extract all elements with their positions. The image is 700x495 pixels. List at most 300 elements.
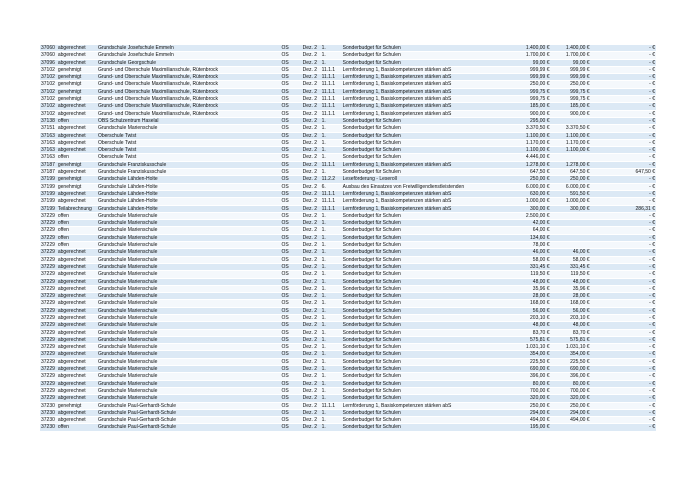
cell-type: OS: [280, 190, 301, 197]
cell-amount-remaining: - €: [591, 161, 656, 168]
table-row: [40, 59, 656, 66]
cell-status: abgerechnet: [57, 271, 97, 278]
cell-type: OS: [280, 81, 301, 88]
cell-school: Grundschule Paul-Gerhardt-Schule: [97, 402, 281, 409]
cell-amount-settled: 99,00 €: [550, 59, 590, 66]
cell-school: Grundschule Marienschule: [97, 278, 281, 285]
table-row: [40, 74, 656, 81]
table-row: [40, 263, 656, 270]
cell-amount-remaining: 286,31 €: [591, 205, 656, 212]
cell-school: Grundschule Lähden-Holte: [97, 183, 281, 190]
table-row: [40, 183, 656, 190]
cell-amount-requested: 28,00 €: [470, 293, 550, 300]
table-row: [40, 256, 656, 263]
cell-type: OS: [280, 169, 301, 176]
cell-amount-requested: 354,00 €: [470, 351, 550, 358]
cell-amount-remaining: - €: [591, 300, 656, 307]
cell-amount-remaining: - €: [591, 278, 656, 285]
cell-department: Dez. 2: [302, 409, 321, 416]
cell-id: 37229: [41, 227, 55, 234]
cell-measure-number: 6.: [321, 183, 342, 190]
cell-status: abgerechnet: [57, 380, 97, 387]
cell-status: abgerechnet: [57, 147, 97, 154]
cell-school: Grundschule Marienschule: [97, 351, 281, 358]
cell-measure: Lernförderung 1, Basiskompetenzen stärken abS: [342, 74, 471, 81]
cell-measure: Sonderbudget für Schulen: [342, 249, 471, 256]
cell-school: Grundschule Marienschule: [97, 373, 281, 380]
cell-measure-number: 1.: [321, 139, 342, 146]
cell-department: Dez. 2: [302, 424, 321, 431]
cell-school: Grundschule Marienschule: [97, 234, 281, 241]
table-row: [40, 249, 656, 256]
cell-measure-number: 1.: [321, 424, 342, 431]
cell-id: 37199: [41, 176, 55, 183]
cell-amount-settled: 203,10 €: [550, 314, 590, 321]
cell-type: OS: [280, 74, 301, 81]
table-row: [40, 220, 656, 227]
cell-status: offen: [57, 234, 97, 241]
cell-amount-requested: 295,00 €: [470, 117, 550, 124]
cell-amount-remaining: - €: [591, 198, 656, 205]
cell-amount-remaining: - €: [591, 307, 656, 314]
cell-amount-requested: 46,00 €: [470, 249, 550, 256]
cell-school: Grundschule Marienschule: [97, 358, 281, 365]
cell-id: 37229: [41, 307, 55, 314]
cell-amount-requested: 134,60 €: [470, 234, 550, 241]
cell-school: Grundschule Marienschule: [97, 395, 281, 402]
cell-id: 37102: [41, 103, 55, 110]
cell-id: 37102: [41, 96, 55, 103]
table-row: [40, 227, 656, 234]
cell-measure-number: 1.: [321, 373, 342, 380]
cell-id: 37096: [41, 59, 55, 66]
cell-school: Oberschule Twist: [97, 147, 281, 154]
cell-measure-number: 1.: [321, 263, 342, 270]
cell-amount-requested: 225,50 €: [470, 358, 550, 365]
cell-amount-settled: 1.100,00 €: [550, 147, 590, 154]
cell-amount-remaining: - €: [591, 380, 656, 387]
cell-measure-number: 1.: [321, 307, 342, 314]
table-row: [40, 198, 656, 205]
table-row: [40, 307, 656, 314]
cell-id: 37102: [41, 81, 55, 88]
cell-measure: Sonderbudget für Schulen: [342, 351, 471, 358]
cell-amount-remaining: - €: [591, 132, 656, 139]
cell-type: OS: [280, 161, 301, 168]
cell-measure-number: 1.: [321, 147, 342, 154]
cell-id: 37229: [41, 387, 55, 394]
cell-measure: Sonderbudget für Schulen: [342, 366, 471, 373]
cell-type: OS: [280, 344, 301, 351]
cell-status: abgerechnet: [57, 285, 97, 292]
table-row: [40, 81, 656, 88]
cell-department: Dez. 2: [302, 81, 321, 88]
cell-amount-settled: 28,00 €: [550, 293, 590, 300]
cell-amount-settled: 35,96 €: [550, 285, 590, 292]
cell-amount-remaining: - €: [591, 402, 656, 409]
table-row: [40, 285, 656, 292]
cell-measure-number: 1.: [321, 132, 342, 139]
cell-measure: Sonderbudget für Schulen: [342, 373, 471, 380]
cell-type: OS: [280, 351, 301, 358]
cell-status: Teilabrechnung: [57, 205, 97, 212]
cell-school: Grundschule Marienschule: [97, 293, 281, 300]
cell-status: abgerechnet: [57, 293, 97, 300]
cell-id: 37102: [41, 74, 55, 81]
cell-status: offen: [57, 227, 97, 234]
cell-status: abgerechnet: [57, 190, 97, 197]
cell-measure-number: 1.: [321, 169, 342, 176]
cell-measure-number: 1.: [321, 293, 342, 300]
cell-measure: Sonderbudget für Schulen: [342, 395, 471, 402]
cell-department: Dez. 2: [302, 125, 321, 132]
cell-amount-settled: 320,00 €: [550, 395, 590, 402]
cell-amount-requested: 1.100,00 €: [470, 147, 550, 154]
cell-measure: Sonderbudget für Schulen: [342, 169, 471, 176]
cell-amount-settled: 700,00 €: [550, 387, 590, 394]
cell-measure-number: 1.: [321, 344, 342, 351]
cell-department: Dez. 2: [302, 314, 321, 321]
cell-amount-requested: 78,00 €: [470, 242, 550, 249]
cell-department: Dez. 2: [302, 329, 321, 336]
cell-measure-number: 1.: [321, 409, 342, 416]
cell-amount-settled: [550, 154, 590, 161]
cell-department: Dez. 2: [302, 59, 321, 66]
cell-amount-settled: [550, 220, 590, 227]
cell-school: Grundschule Marienschule: [97, 263, 281, 270]
cell-status: genehmigt: [57, 88, 97, 95]
cell-status: abgerechnet: [57, 417, 97, 424]
cell-amount-remaining: - €: [591, 88, 656, 95]
cell-type: OS: [280, 300, 301, 307]
cell-measure-number: 1.: [321, 300, 342, 307]
table-row: [40, 110, 656, 117]
cell-status: genehmigt: [57, 74, 97, 81]
cell-measure: Lernförderung 1, Basiskompetenzen stärken abS: [342, 81, 471, 88]
cell-amount-settled: 354,00 €: [550, 351, 590, 358]
cell-measure-number: 11.1.1: [321, 81, 342, 88]
cell-school: Grundschule Marienschule: [97, 285, 281, 292]
cell-amount-remaining: - €: [591, 45, 656, 52]
cell-amount-remaining: - €: [591, 212, 656, 219]
cell-type: OS: [280, 314, 301, 321]
table-row: [40, 66, 656, 73]
cell-amount-requested: 48,00 €: [470, 278, 550, 285]
cell-amount-remaining: - €: [591, 395, 656, 402]
cell-amount-requested: 1.000,00 €: [470, 198, 550, 205]
cell-measure-number: 1.: [321, 45, 342, 52]
cell-department: Dez. 2: [302, 285, 321, 292]
cell-status: genehmigt: [57, 161, 97, 168]
cell-amount-remaining: - €: [591, 322, 656, 329]
cell-status: abgerechnet: [57, 314, 97, 321]
table-row: [40, 103, 656, 110]
cell-type: OS: [280, 336, 301, 343]
cell-measure: Sonderbudget für Schulen: [342, 154, 471, 161]
cell-measure: Sonderbudget für Schulen: [342, 147, 471, 154]
cell-amount-settled: 185,00 €: [550, 103, 590, 110]
cell-amount-remaining: - €: [591, 59, 656, 66]
cell-school: Grundschule Lähden-Holte: [97, 198, 281, 205]
cell-amount-settled: 6.000,00 €: [550, 183, 590, 190]
cell-measure-number: 1.: [321, 358, 342, 365]
cell-id: 37229: [41, 344, 55, 351]
cell-measure-number: 1.: [321, 52, 342, 59]
cell-measure-number: 1.: [321, 329, 342, 336]
cell-type: OS: [280, 117, 301, 124]
cell-type: OS: [280, 417, 301, 424]
cell-measure-number: 1.: [321, 249, 342, 256]
cell-department: Dez. 2: [302, 88, 321, 95]
cell-department: Dez. 2: [302, 117, 321, 124]
cell-department: Dez. 2: [302, 256, 321, 263]
cell-amount-requested: 185,00 €: [470, 103, 550, 110]
cell-measure-number: 11.1.1: [321, 110, 342, 117]
cell-id: 37229: [41, 366, 55, 373]
cell-measure-number: 1.: [321, 380, 342, 387]
cell-amount-settled: 3.370,50 €: [550, 125, 590, 132]
cell-measure: Lernförderung 1, Basiskompetenzen stärken abS: [342, 103, 471, 110]
cell-id: 37229: [41, 220, 55, 227]
cell-id: 37229: [41, 314, 55, 321]
cell-measure: Sonderbudget für Schulen: [342, 52, 471, 59]
cell-measure-number: 1.: [321, 285, 342, 292]
cell-department: Dez. 2: [302, 45, 321, 52]
cell-amount-settled: 48,00 €: [550, 278, 590, 285]
cell-amount-remaining: - €: [591, 314, 656, 321]
cell-department: Dez. 2: [302, 147, 321, 154]
cell-amount-settled: 119,50 €: [550, 271, 590, 278]
cell-amount-remaining: - €: [591, 373, 656, 380]
cell-measure-number: 11.1.1: [321, 66, 342, 73]
cell-amount-settled: 494,00 €: [550, 417, 590, 424]
cell-measure-number: 1.: [321, 336, 342, 343]
cell-type: OS: [280, 380, 301, 387]
cell-id: 37229: [41, 242, 55, 249]
cell-school: Grundschule Georgschule: [97, 59, 281, 66]
table-row: [40, 169, 656, 176]
cell-amount-remaining: - €: [591, 66, 656, 73]
cell-measure: Sonderbudget für Schulen: [342, 387, 471, 394]
cell-status: offen: [57, 117, 97, 124]
cell-amount-requested: 1.400,00 €: [470, 45, 550, 52]
cell-department: Dez. 2: [302, 373, 321, 380]
table-row: [40, 402, 656, 409]
table-row: [40, 409, 656, 416]
cell-type: OS: [280, 366, 301, 373]
cell-status: abgerechnet: [57, 249, 97, 256]
cell-id: 37230: [41, 402, 55, 409]
cell-amount-requested: 3.370,50 €: [470, 125, 550, 132]
cell-id: 37229: [41, 380, 55, 387]
cell-amount-remaining: - €: [591, 256, 656, 263]
cell-amount-remaining: - €: [591, 234, 656, 241]
cell-status: abgerechnet: [57, 278, 97, 285]
cell-type: OS: [280, 110, 301, 117]
cell-amount-settled: 1.100,00 €: [550, 132, 590, 139]
cell-measure: Sonderbudget für Schulen: [342, 329, 471, 336]
cell-id: 37230: [41, 417, 55, 424]
cell-measure: Sonderbudget für Schulen: [342, 322, 471, 329]
cell-id: 37229: [41, 329, 55, 336]
cell-amount-settled: 1.278,00 €: [550, 161, 590, 168]
cell-id: 37229: [41, 336, 55, 343]
table-row: [40, 132, 656, 139]
cell-id: 37060: [41, 45, 55, 51]
cell-amount-settled: 1.031,10 €: [550, 344, 590, 351]
cell-amount-requested: 1.100,00 €: [470, 132, 550, 139]
table-row: [40, 234, 656, 241]
cell-school: Grundschule Marienschule: [97, 242, 281, 249]
cell-type: OS: [280, 234, 301, 241]
cell-amount-requested: 700,00 €: [470, 387, 550, 394]
cell-type: OS: [280, 205, 301, 212]
cell-department: Dez. 2: [302, 402, 321, 409]
cell-measure: Sonderbudget für Schulen: [342, 285, 471, 292]
cell-department: Dez. 2: [302, 293, 321, 300]
cell-type: OS: [280, 96, 301, 103]
cell-amount-remaining: - €: [591, 366, 656, 373]
cell-amount-settled: [550, 242, 590, 249]
cell-amount-remaining: - €: [591, 351, 656, 358]
cell-measure: Sonderbudget für Schulen: [342, 314, 471, 321]
cell-school: Grundschule Josefschule Emmeln: [97, 45, 281, 52]
cell-measure: Lernförderung 1, Basiskompetenzen stärken abS: [342, 66, 471, 73]
cell-amount-settled: 168,00 €: [550, 300, 590, 307]
cell-amount-requested: 396,00 €: [470, 373, 550, 380]
cell-amount-requested: 119,50 €: [470, 271, 550, 278]
cell-amount-remaining: - €: [591, 190, 656, 197]
cell-measure: Sonderbudget für Schulen: [342, 344, 471, 351]
cell-school: Grundschule Marienschule: [97, 344, 281, 351]
cell-amount-requested: 999,75 €: [470, 96, 550, 103]
cell-id: 37102: [41, 66, 55, 73]
cell-type: OS: [280, 176, 301, 183]
cell-school: Grundschule Paul-Gerhardt-Schule: [97, 424, 281, 431]
cell-id: 37230: [41, 409, 55, 416]
cell-measure-number: 1.: [321, 242, 342, 249]
cell-department: Dez. 2: [302, 74, 321, 81]
cell-measure: Sonderbudget für Schulen: [342, 45, 471, 52]
cell-status: abgerechnet: [57, 351, 97, 358]
table-row: [40, 293, 656, 300]
cell-id: 37163: [41, 154, 55, 161]
cell-school: Grund- und Oberschule Maximilianschule, Rütenbrock: [97, 81, 281, 88]
table-row: [40, 212, 656, 219]
cell-measure-number: 11.1.1: [321, 198, 342, 205]
cell-id: 37199: [41, 205, 55, 212]
table-row: [40, 373, 656, 380]
cell-type: OS: [280, 329, 301, 336]
cell-amount-remaining: - €: [591, 110, 656, 117]
cell-department: Dez. 2: [302, 132, 321, 139]
cell-school: Grundschule Franziskusschule: [97, 169, 281, 176]
cell-id: 37229: [41, 285, 55, 292]
cell-measure-number: 11.1.1: [321, 88, 342, 95]
cell-department: Dez. 2: [302, 190, 321, 197]
table-row: [40, 366, 656, 373]
cell-measure: Lernförderung 1, Basiskompetenzen stärken abS: [342, 402, 471, 409]
spreadsheet: [40, 45, 656, 432]
cell-amount-remaining: - €: [591, 96, 656, 103]
cell-type: OS: [280, 59, 301, 66]
cell-school: Grundschule Lähden-Holte: [97, 176, 281, 183]
cell-id: 37229: [41, 278, 55, 285]
cell-amount-remaining: - €: [591, 154, 656, 161]
cell-status: abgerechnet: [57, 387, 97, 394]
cell-amount-remaining: - €: [591, 74, 656, 81]
cell-school: Grundschule Franziskusschule: [97, 161, 281, 168]
cell-amount-settled: 999,75 €: [550, 96, 590, 103]
table-row: [40, 351, 656, 358]
cell-amount-settled: 83,70 €: [550, 329, 590, 336]
cell-school: Oberschule Twist: [97, 139, 281, 146]
cell-measure: Sonderbudget für Schulen: [342, 278, 471, 285]
cell-status: genehmigt: [57, 402, 97, 409]
cell-measure: Sonderbudget für Schulen: [342, 380, 471, 387]
table-row: [40, 190, 656, 197]
cell-amount-requested: 99,00 €: [470, 59, 550, 66]
cell-type: OS: [280, 395, 301, 402]
cell-department: Dez. 2: [302, 307, 321, 314]
cell-amount-remaining: - €: [591, 227, 656, 234]
cell-measure: Sonderbudget für Schulen: [342, 59, 471, 66]
cell-status: abgerechnet: [57, 256, 97, 263]
cell-amount-requested: 494,00 €: [470, 417, 550, 424]
cell-department: Dez. 2: [302, 249, 321, 256]
cell-measure: Lernförderung 1, Basiskompetenzen stärken abS: [342, 96, 471, 103]
cell-amount-settled: 250,00 €: [550, 402, 590, 409]
cell-amount-settled: [550, 117, 590, 124]
cell-amount-settled: 1.400,00 €: [550, 45, 590, 52]
table-row: [40, 387, 656, 394]
cell-amount-requested: 999,75 €: [470, 88, 550, 95]
cell-type: OS: [280, 402, 301, 409]
cell-id: 37187: [41, 169, 55, 176]
cell-amount-requested: 42,00 €: [470, 220, 550, 227]
cell-type: OS: [280, 52, 301, 59]
cell-amount-settled: 250,00 €: [550, 176, 590, 183]
cell-type: OS: [280, 88, 301, 95]
table-row: [40, 205, 656, 212]
cell-type: OS: [280, 409, 301, 416]
cell-amount-remaining: - €: [591, 176, 656, 183]
table-row: [40, 358, 656, 365]
cell-amount-requested: 168,00 €: [470, 300, 550, 307]
cell-status: offen: [57, 424, 97, 431]
cell-status: abgerechnet: [57, 307, 97, 314]
cell-status: genehmigt: [57, 81, 97, 88]
cell-amount-remaining: - €: [591, 387, 656, 394]
cell-amount-remaining: - €: [591, 242, 656, 249]
cell-amount-remaining: - €: [591, 52, 656, 59]
table-row: [40, 161, 656, 168]
cell-amount-settled: 1.700,00 €: [550, 52, 590, 59]
table-row: [40, 96, 656, 103]
cell-type: OS: [280, 125, 301, 132]
cell-department: Dez. 2: [302, 139, 321, 146]
cell-measure-number: 11.1.1: [321, 205, 342, 212]
cell-id: 37138: [41, 117, 55, 124]
cell-id: 37229: [41, 249, 55, 256]
cell-amount-requested: 1.700,00 €: [470, 52, 550, 59]
cell-type: OS: [280, 220, 301, 227]
cell-measure-number: 11.1.1: [321, 103, 342, 110]
table-row: [40, 300, 656, 307]
cell-measure-number: 11.2.2: [321, 176, 342, 183]
cell-amount-requested: 1.278,00 €: [470, 161, 550, 168]
cell-school: Grundschule Marienschule: [97, 249, 281, 256]
